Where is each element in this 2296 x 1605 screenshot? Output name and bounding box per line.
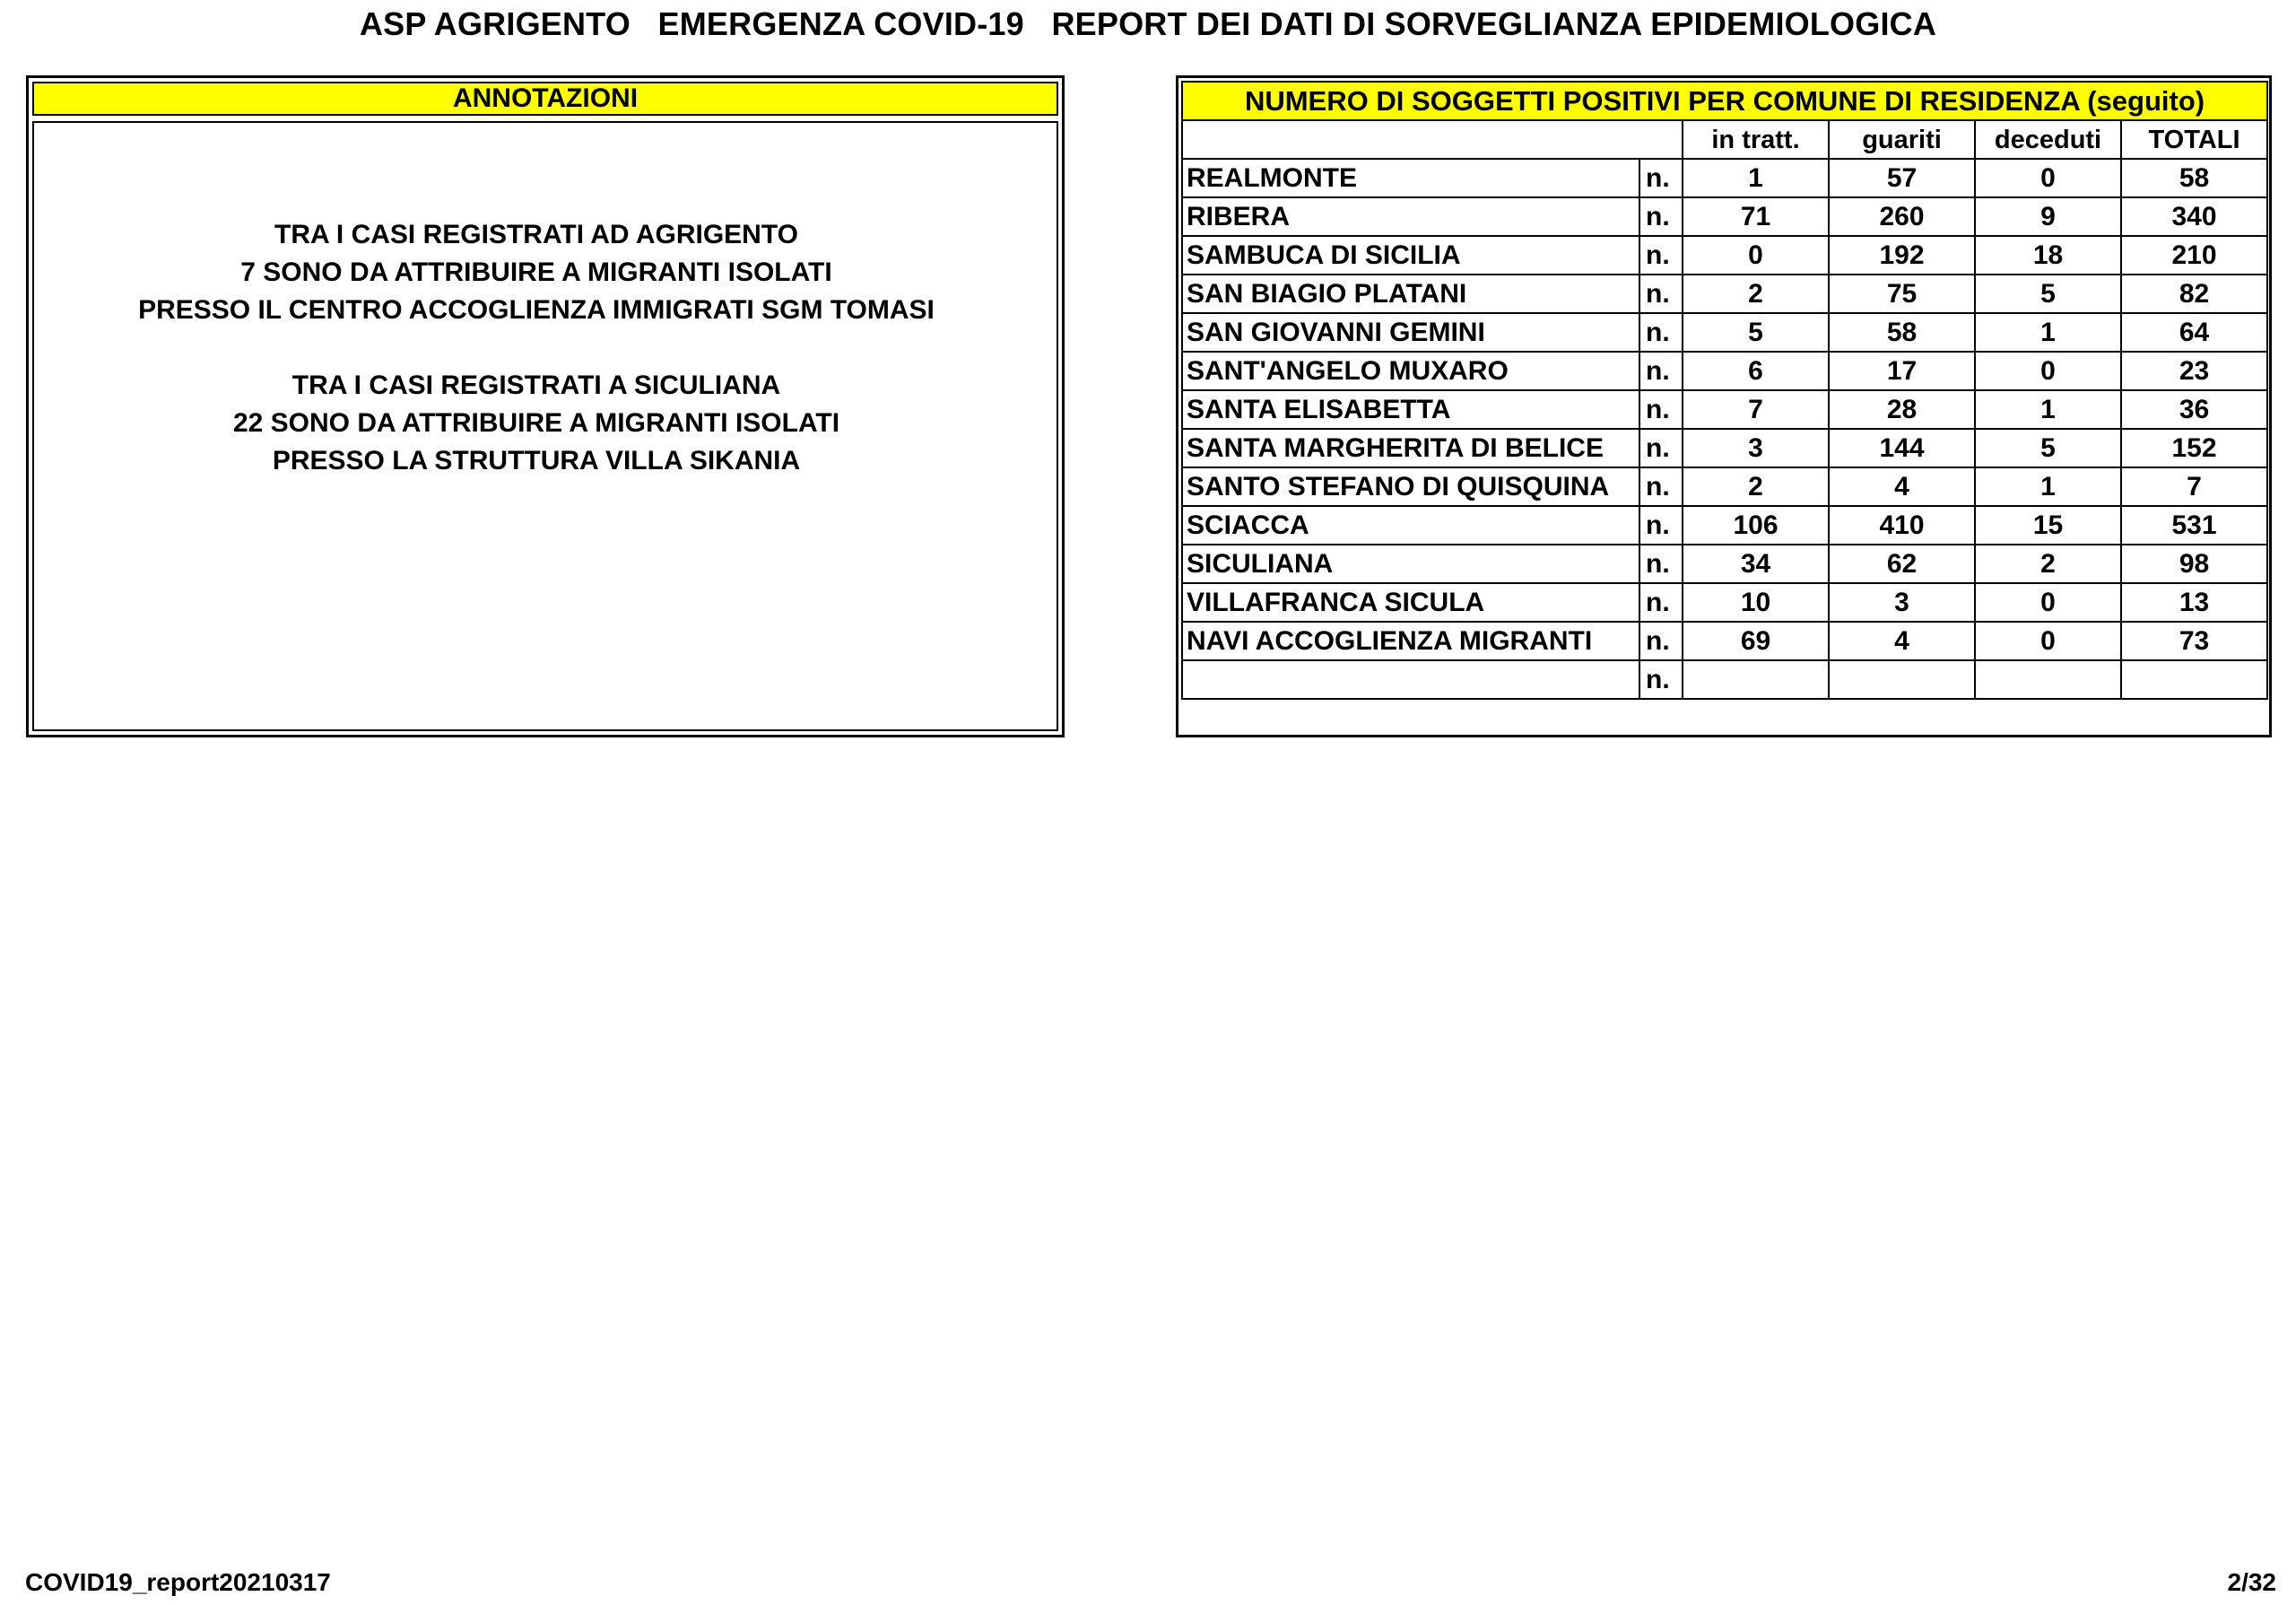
comune-cell: REALMONTE [1182,159,1639,197]
deceduti-cell: 2 [1975,545,2121,583]
deceduti-cell: 0 [1975,622,2121,660]
unit-cell: n. [1639,429,1683,467]
unit-cell: n. [1639,583,1683,622]
in-tratt-cell: 2 [1683,275,1829,313]
unit-cell: n. [1639,390,1683,429]
guariti-cell: 4 [1829,467,1975,506]
guariti-cell: 410 [1829,506,1975,545]
deceduti-cell: 5 [1975,275,2121,313]
guariti-cell: 28 [1829,390,1975,429]
comune-cell: SAMBUCA DI SICILIA [1182,236,1639,275]
guariti-cell: 75 [1829,275,1975,313]
table-row [1182,429,2267,467]
unit-cell: n. [1639,622,1683,660]
totali-cell: 23 [2121,352,2267,390]
in-tratt-cell: 106 [1683,506,1829,545]
annotation-line: TRA I CASI REGISTRATI A SICULIANA [291,371,781,400]
cases-table-panel [1176,75,2272,737]
totali-cell: 73 [2121,622,2267,660]
in-tratt-cell: 71 [1683,197,1829,236]
totali-cell: 36 [2121,390,2267,429]
page-title: ASP AGRIGENTO EMERGENZA COVID-19 REPORT DEI DATI DI SORVEGLIANZA EPIDEMIOLOGICA [359,5,1937,42]
table-row [1182,313,2267,352]
comune-cell: SANT'ANGELO MUXARO [1182,352,1639,390]
deceduti-cell: 0 [1975,352,2121,390]
footer-page-number: 2/32 [2227,1568,2276,1596]
table-row [1182,236,2267,275]
table-row [1182,197,2267,236]
annotation-paragraph-siculiana [34,367,1039,480]
totali-cell: 98 [2121,545,2267,583]
column-header-in-tratt: in tratt. [1683,120,1829,159]
guariti-cell: 57 [1829,159,1975,197]
in-tratt-cell [1683,660,1829,699]
unit-cell: n. [1639,352,1683,390]
deceduti-cell: 5 [1975,429,2121,467]
totali-cell: 210 [2121,236,2267,275]
totali-cell: 82 [2121,275,2267,313]
annotations-body [32,121,1058,731]
guariti-cell: 260 [1829,197,1975,236]
column-header-totali: TOTALI [2121,120,2267,159]
guariti-cell: 4 [1829,622,1975,660]
table-title: NUMERO DI SOGGETTI POSITIVI PER COMUNE DI RESIDENZA (seguito) [1182,82,2267,120]
annotation-line: TRA I CASI REGISTRATI AD AGRIGENTO [274,220,798,249]
comune-cell: SANTA ELISABETTA [1182,390,1639,429]
table-row [1182,506,2267,545]
guariti-cell: 3 [1829,583,1975,622]
unit-cell: n. [1639,197,1683,236]
unit-cell: n. [1639,545,1683,583]
in-tratt-cell: 2 [1683,467,1829,506]
guariti-cell: 144 [1829,429,1975,467]
column-header-guariti: guariti [1829,120,1975,159]
unit-cell: n. [1639,660,1683,699]
totali-cell: 13 [2121,583,2267,622]
guariti-cell: 17 [1829,352,1975,390]
in-tratt-cell: 5 [1683,313,1829,352]
in-tratt-cell: 69 [1683,622,1829,660]
annotation-line: 7 SONO DA ATTRIBUIRE A MIGRANTI ISOLATI [240,257,832,287]
totali-cell: 64 [2121,313,2267,352]
deceduti-cell: 1 [1975,467,2121,506]
comune-cell: RIBERA [1182,197,1639,236]
table-header-row [1182,120,2267,159]
deceduti-cell: 15 [1975,506,2121,545]
table-row [1182,159,2267,197]
column-header-deceduti: deceduti [1975,120,2121,159]
annotation-line: PRESSO IL CENTRO ACCOGLIENZA IMMIGRATI SGM TOMASI [138,295,935,325]
annotation-line: PRESSO LA STRUTTURA VILLA SIKANIA [272,446,801,475]
table-row [1182,390,2267,429]
unit-cell: n. [1639,467,1683,506]
totali-cell: 531 [2121,506,2267,545]
deceduti-cell: 9 [1975,197,2121,236]
table-row [1182,660,2267,699]
unit-cell: n. [1639,159,1683,197]
guariti-cell: 58 [1829,313,1975,352]
deceduti-cell: 0 [1975,159,2121,197]
table-row [1182,275,2267,313]
comune-cell: NAVI ACCOGLIENZA MIGRANTI [1182,622,1639,660]
table-title-row [1182,82,2267,120]
comune-cell [1182,660,1639,699]
deceduti-cell: 1 [1975,390,2121,429]
guariti-cell: 62 [1829,545,1975,583]
header-empty-cell [1182,120,1683,159]
comune-cell: SCIACCA [1182,506,1639,545]
totali-cell: 340 [2121,197,2267,236]
table-row [1182,352,2267,390]
annotations-panel [26,75,1065,737]
comune-cell: VILLAFRANCA SICULA [1182,583,1639,622]
in-tratt-cell: 7 [1683,390,1829,429]
totali-cell: 152 [2121,429,2267,467]
annotation-paragraph-agrigento [34,216,1039,329]
unit-cell: n. [1639,313,1683,352]
table-row [1182,545,2267,583]
deceduti-cell: 0 [1975,583,2121,622]
cases-table [1181,81,2268,700]
comune-cell: SAN BIAGIO PLATANI [1182,275,1639,313]
footer-filename: COVID19_report20210317 [25,1568,331,1596]
unit-cell: n. [1639,275,1683,313]
unit-cell: n. [1639,506,1683,545]
comune-cell: SANTO STEFANO DI QUISQUINA [1182,467,1639,506]
deceduti-cell: 18 [1975,236,2121,275]
in-tratt-cell: 34 [1683,545,1829,583]
totali-cell [2121,660,2267,699]
unit-cell: n. [1639,236,1683,275]
in-tratt-cell: 1 [1683,159,1829,197]
annotation-line: 22 SONO DA ATTRIBUIRE A MIGRANTI ISOLATI [232,408,840,438]
deceduti-cell: 1 [1975,313,2121,352]
table-row [1182,622,2267,660]
totali-cell: 58 [2121,159,2267,197]
comune-cell: SICULIANA [1182,545,1639,583]
deceduti-cell [1975,660,2121,699]
annotations-header: ANNOTAZIONI [32,82,1058,116]
in-tratt-cell: 6 [1683,352,1829,390]
comune-cell: SANTA MARGHERITA DI BELICE [1182,429,1639,467]
guariti-cell [1829,660,1975,699]
in-tratt-cell: 10 [1683,583,1829,622]
table-row [1182,467,2267,506]
in-tratt-cell: 3 [1683,429,1829,467]
guariti-cell: 192 [1829,236,1975,275]
in-tratt-cell: 0 [1683,236,1829,275]
comune-cell: SAN GIOVANNI GEMINI [1182,313,1639,352]
table-row [1182,583,2267,622]
totali-cell: 7 [2121,467,2267,506]
